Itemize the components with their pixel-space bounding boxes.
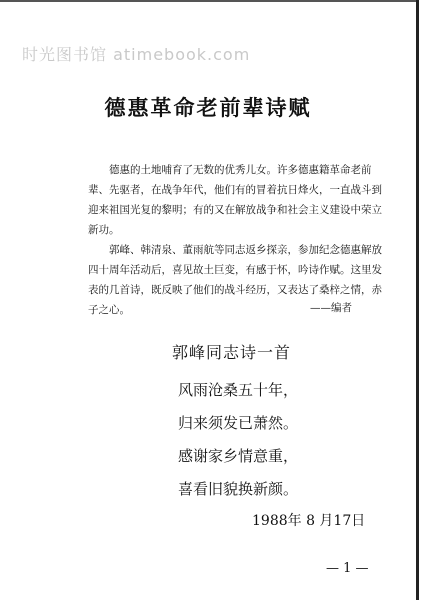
poem-line: 归来须发已萧然。	[178, 414, 299, 432]
editor-intro	[88, 160, 388, 320]
page-title: 德惠革命老前辈诗赋	[104, 95, 312, 120]
poem-line: 喜看旧貌换新颜。	[178, 480, 299, 498]
editor-signature: ——编者	[310, 302, 352, 314]
page-number: — 1 —	[326, 561, 369, 576]
intro-paragraph-1: 德惠的土地哺育了无数的优秀儿女。许多德惠籍革命老前辈、先驱者，在战争年代，他们有的冒着抗日烽火，一直战斗到迎来祖国光复的黎明；有的又在解放战争和社会主义建设中荣立新功。	[88, 164, 382, 236]
watermark: 时光图书馆 atimebook.com	[22, 45, 251, 64]
poem-line: 感谢家乡情意重，	[178, 447, 299, 465]
poem-title: 郭峰同志诗一首	[172, 343, 292, 362]
poem-body	[178, 374, 298, 506]
intro-paragraph-2: 郭峰、韩清泉、董雨航等同志返乡探亲，参加纪念德惠解放四十周年活动后，喜见故土巨变，有感于怀，吟诗作赋。这里发表的几首诗，既反映了他们的战斗经历，又表达了桑梓之情，赤子之心。	[88, 244, 382, 316]
poem-line: 风雨沧桑五十年，	[178, 381, 299, 399]
poem-date: 1988年 8 月17日	[252, 513, 366, 529]
scan-top-edge	[0, 0, 419, 2]
scan-right-edge	[416, 0, 419, 600]
